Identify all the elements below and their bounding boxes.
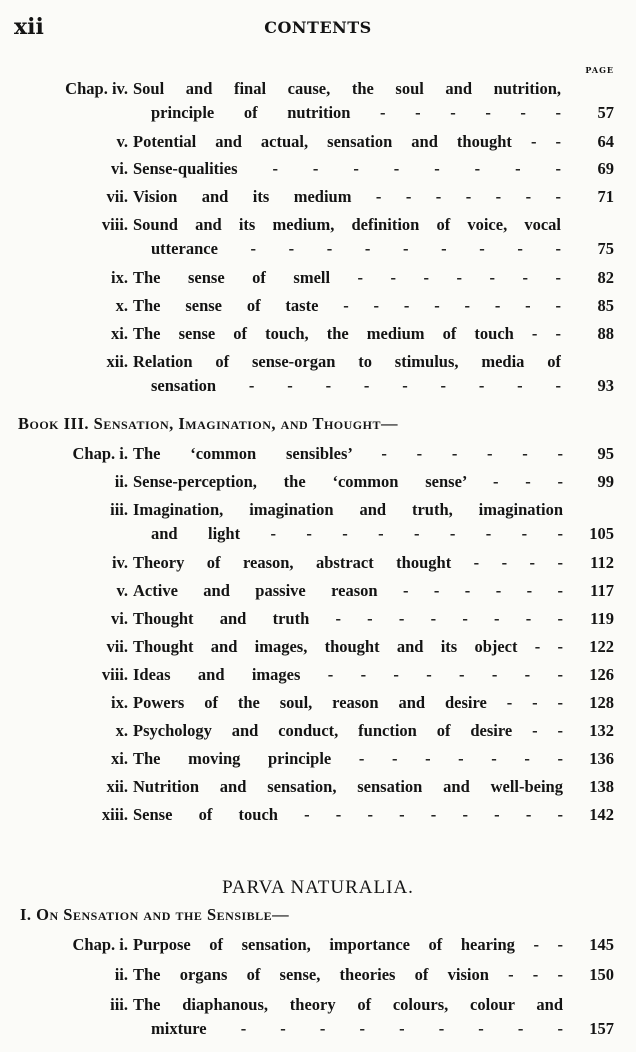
entry-title-line: Psychology and conduct, function of desire - - bbox=[133, 721, 563, 740]
page-number: 95 bbox=[597, 444, 614, 463]
chapter-number: ix. bbox=[111, 268, 128, 287]
entry-title-line: The organs of sense, theories of vision - - - bbox=[133, 965, 563, 984]
running-title: CONTENTS bbox=[264, 18, 372, 37]
page-number: 145 bbox=[589, 935, 614, 954]
entry-title-line: Vision and its medium - - - - - - - bbox=[133, 187, 561, 206]
entry-title-line: principle of nutrition - - - - - - bbox=[151, 103, 561, 122]
chapter-number: ix. bbox=[111, 693, 128, 712]
page-number: 112 bbox=[590, 553, 614, 572]
page-number: 88 bbox=[597, 324, 614, 343]
page-number: 82 bbox=[597, 268, 614, 287]
entry-title-line: Thought and images, thought and its object - - bbox=[133, 637, 563, 656]
entry-title-line: sensation - - - - - - - - - bbox=[151, 376, 561, 395]
section-title: PARVA NATURALIA. bbox=[222, 877, 414, 898]
page-number: 126 bbox=[589, 665, 614, 684]
page-number: 132 bbox=[589, 721, 614, 740]
chapter-number: viii. bbox=[101, 665, 128, 684]
book-heading: Book III. Sensation, Imagination, and Thought— bbox=[18, 414, 398, 433]
chapter-number: x. bbox=[115, 721, 128, 740]
chapter-number: Chap. iv. bbox=[65, 79, 128, 98]
entry-title-line: Nutrition and sensation, sensation and well-being bbox=[133, 777, 563, 796]
page-number: 136 bbox=[589, 749, 614, 768]
chapter-number: vi. bbox=[111, 609, 128, 628]
chapter-number: xiii. bbox=[101, 805, 128, 824]
entry-title-line: Purpose of sensation, importance of hearing - - bbox=[133, 935, 563, 954]
chapter-number: Chap. i. bbox=[72, 935, 128, 954]
entry-title-line: Relation of sense-organ to stimulus, media of bbox=[133, 352, 561, 371]
chapter-number: xii. bbox=[106, 352, 128, 371]
chapter-number: vii. bbox=[106, 187, 128, 206]
chapter-number: vii. bbox=[106, 637, 128, 656]
page-number: 64 bbox=[597, 132, 614, 151]
chapter-number: v. bbox=[116, 132, 128, 151]
page-number: 128 bbox=[589, 693, 614, 712]
page-number: 57 bbox=[597, 103, 614, 122]
page-number: 69 bbox=[597, 159, 614, 178]
page-number: 150 bbox=[589, 965, 614, 984]
folio-number: xii bbox=[14, 14, 44, 40]
page-number: 105 bbox=[589, 524, 614, 543]
chapter-number: ii. bbox=[114, 965, 128, 984]
page-header bbox=[0, 10, 636, 42]
chapter-number: iv. bbox=[111, 553, 128, 572]
page-number: 85 bbox=[597, 296, 614, 315]
chapter-number: xi. bbox=[111, 324, 128, 343]
chapter-number: iii. bbox=[110, 995, 128, 1014]
chapter-number: v. bbox=[116, 581, 128, 600]
entry-title-line: Sound and its medium, definition of voice, vocal bbox=[133, 215, 561, 234]
entry-title-line: Theory of reason, abstract thought - - - - bbox=[133, 553, 563, 572]
page-number: 138 bbox=[589, 777, 614, 796]
page-number: 71 bbox=[597, 187, 614, 206]
entry-title-line: Ideas and images - - - - - - - - bbox=[133, 665, 563, 684]
entry-title-line: Potential and actual, sensation and thought - - bbox=[133, 132, 561, 151]
entry-title-line: and light - - - - - - - - - bbox=[151, 524, 563, 543]
page-number: 93 bbox=[597, 376, 614, 395]
chapter-number: xi. bbox=[111, 749, 128, 768]
entry-title-line: mixture - - - - - - - - - bbox=[151, 1019, 563, 1038]
entry-title-line: The diaphanous, theory of colours, colour and bbox=[133, 995, 563, 1014]
page-number: 157 bbox=[589, 1019, 614, 1038]
entry-title-line: Sense of touch - - - - - - - - - bbox=[133, 805, 563, 824]
chapter-number: x. bbox=[115, 296, 128, 315]
entry-title-line: The moving principle - - - - - - - bbox=[133, 749, 563, 768]
entry-title-line: The sense of smell - - - - - - - bbox=[133, 268, 561, 287]
entry-title-line: The sense of touch, the medium of touch - - bbox=[133, 324, 561, 343]
entry-title-line: Active and passive reason - - - - - - bbox=[133, 581, 563, 600]
chapter-number: xii. bbox=[106, 777, 128, 796]
chapter-number: viii. bbox=[101, 215, 128, 234]
chapter-number: vi. bbox=[111, 159, 128, 178]
page-column-label: PAGE bbox=[585, 65, 614, 75]
entry-title-line: utterance - - - - - - - - - bbox=[151, 239, 561, 258]
page-number: 142 bbox=[589, 805, 614, 824]
entry-title-line: Sense-qualities - - - - - - - - bbox=[133, 159, 561, 178]
page-number: 119 bbox=[590, 609, 614, 628]
chapter-number: ii. bbox=[114, 472, 128, 491]
entry-title-line: Powers of the soul, reason and desire - - - bbox=[133, 693, 563, 712]
part-heading: I. On Sensation and the Sensible— bbox=[20, 905, 290, 924]
entry-title-line: Imagination, imagination and truth, imagination bbox=[133, 500, 563, 519]
page-number: 75 bbox=[597, 239, 614, 258]
chapter-number: Chap. i. bbox=[72, 444, 128, 463]
chapter-number: iii. bbox=[110, 500, 128, 519]
page-number: 99 bbox=[597, 472, 614, 491]
entry-title-line: Soul and final cause, the soul and nutrition, bbox=[133, 79, 561, 98]
page-number: 122 bbox=[589, 637, 614, 656]
entry-title-line: The ‘common sensibles’ - - - - - - bbox=[133, 444, 563, 463]
page-number: 117 bbox=[590, 581, 614, 600]
entry-title-line: Sense-perception, the ‘common sense’ - - - bbox=[133, 472, 563, 491]
entry-title-line: The sense of taste - - - - - - - - bbox=[133, 296, 561, 315]
entry-title-line: Thought and truth - - - - - - - - bbox=[133, 609, 563, 628]
